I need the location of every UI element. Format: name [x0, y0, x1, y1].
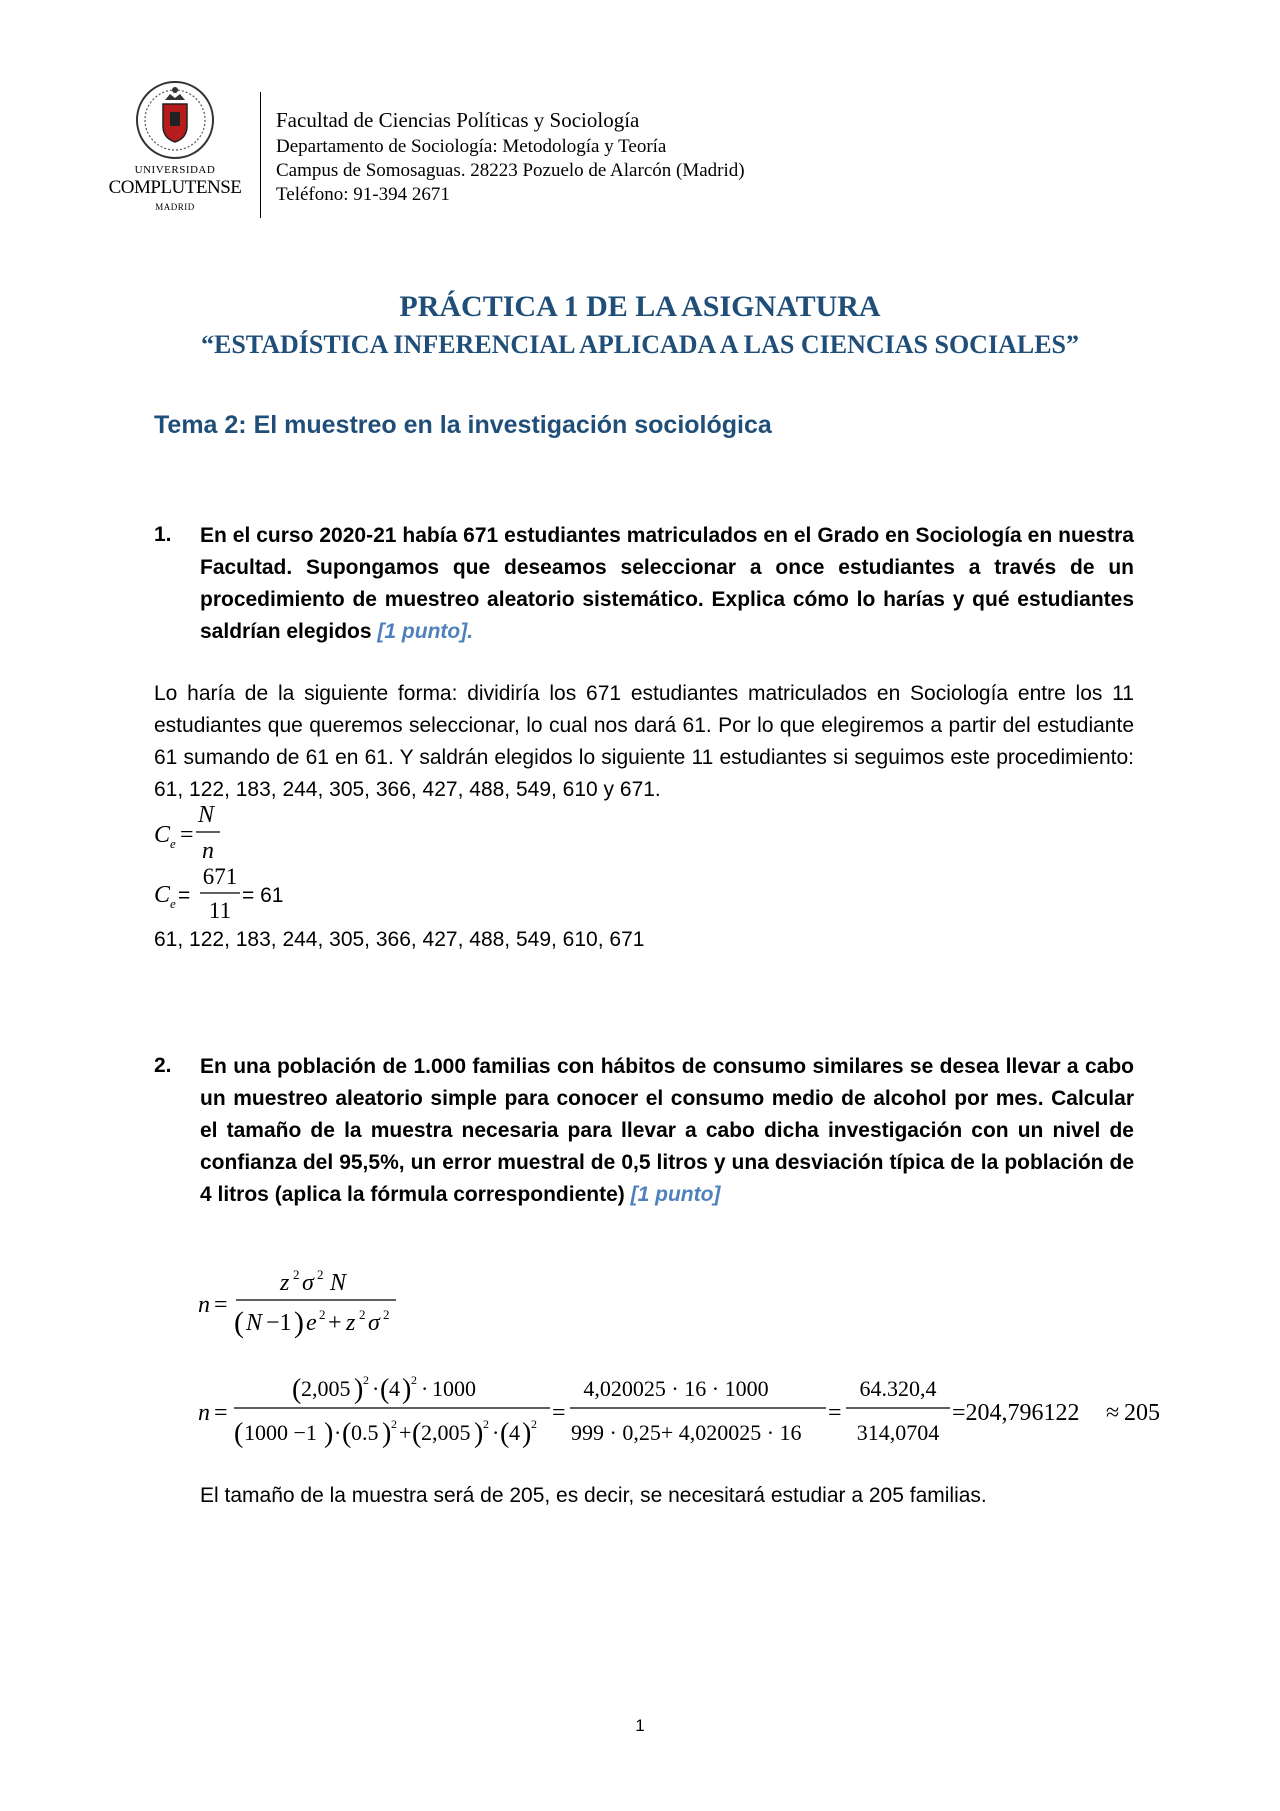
exponent: 2 [293, 1267, 300, 1282]
paren-open: ( [380, 1374, 390, 1405]
question-1-points: [1 punto] [377, 620, 468, 643]
denominator-e: e [306, 1310, 317, 1336]
paren-close: ) [382, 1418, 392, 1449]
question-2-points: [1 punto] [630, 1183, 721, 1206]
second-numerator: 4,020025 · 16 · 1000 [583, 1376, 769, 1401]
question-1-points-suffix: . [467, 620, 474, 643]
exponent: 2 [319, 1307, 326, 1322]
selected-students-list: 61, 122, 183, 244, 305, 366, 427, 488, 549, 610, 671 [154, 928, 645, 951]
logo-text-universidad: UNIVERSIDAD [134, 164, 216, 176]
exponent: 2 [391, 1417, 397, 1431]
university-seal-icon [100, 78, 250, 164]
page-title: PRÁCTICA 1 DE LA ASIGNATURA [399, 290, 881, 323]
paren-close: ) [522, 1418, 532, 1449]
question-2-body: En una población de 1.000 familias con hábitos de consumo similares se desea llevar a cabo un muestreo aleatorio simple para conocer el consumo medio de alcohol por mes. Calcular el tamaño de la muestra necesaria para llevar a cabo dicha investigación con un nivel de confianza del 95,5%, un error muestral de 0,5 litros y una desviación típica de la población de 4 litros (aplica la fórmula correspondiente) [200, 1055, 1134, 1206]
formula-sample-size-values [196, 1370, 1162, 1456]
formula-equals: = [828, 1400, 842, 1426]
plus-sign: + [399, 1420, 412, 1445]
exponent: 2 [383, 1307, 390, 1322]
formula-n-symbol: n [198, 1400, 210, 1426]
question-2-text [200, 1051, 1134, 1211]
denominator-minus-one: −1 [266, 1310, 292, 1336]
result-value: =204,796122 [952, 1400, 1080, 1426]
third-numerator: 64.320,4 [859, 1376, 937, 1401]
formula-ce-values-subscript: e [170, 896, 176, 911]
paren-open: ( [234, 1418, 244, 1449]
department-name: Departamento de Sociología: Metodología y Teoría [276, 136, 667, 157]
exponent: 2 [483, 1417, 489, 1431]
paren-close: ) [474, 1418, 484, 1449]
paren-open: ( [234, 1306, 244, 1339]
exponent: 2 [363, 1373, 369, 1387]
header-divider [260, 92, 261, 218]
formula-ce-general [150, 802, 270, 864]
paren-close: ) [402, 1374, 412, 1405]
paren-open: ( [500, 1418, 510, 1449]
answer-2-conclusion: El tamaño de la muestra será de 205, es decir, se necesitará estudiar a 205 familias. [200, 1484, 987, 1507]
answer-1-paragraph: Lo haría de la siguiente forma: dividiría los 671 estudiantes matriculados en Sociología entre los 11 estudiantes que queremos seleccionar, lo cual nos dará 61. Por lo que elegiremos a partir del estudiante 61 sumando de 61 en 61. Y saldrán elegidos lo siguiente 11 estudiantes si seguimos este procedimiento: 61, 122, 183, 244, 305, 366, 427, 488, 549, 610 y 671. [154, 682, 1134, 801]
paren-open: ( [342, 1418, 352, 1449]
question-2-number: 2. [154, 1054, 172, 1077]
formula-ce-symbol: C [154, 822, 171, 848]
numerator-N: N [330, 1270, 347, 1296]
value-n-minus-one: 1000 −1 [244, 1420, 317, 1445]
paren-open: ( [292, 1374, 302, 1405]
formula-equals: = [214, 1292, 228, 1318]
value-z: 2,005 [301, 1376, 351, 1401]
formula-ce-values [150, 864, 350, 926]
formula-ce-equals: = [180, 822, 194, 848]
exponent: 2 [317, 1267, 324, 1282]
question-1-text [200, 520, 1134, 648]
logo-text-madrid: MADRID [155, 202, 195, 212]
university-logo [100, 78, 250, 218]
value-error: 0.5 [351, 1420, 379, 1445]
exponent: 2 [359, 1307, 366, 1322]
formula-equals: = [214, 1400, 228, 1426]
dot: · [372, 1376, 380, 1401]
formula-ce-values-equals: = [178, 884, 191, 907]
paren-open: ( [412, 1418, 422, 1449]
dot: · [421, 1376, 429, 1401]
paren-close: ) [324, 1418, 334, 1449]
denominator-z: z [346, 1310, 356, 1336]
formula-ce-denominator: n [202, 838, 214, 864]
page-number: 1 [635, 1716, 645, 1735]
denominator-N: N [246, 1310, 263, 1336]
value-sigma: 4 [389, 1376, 400, 1401]
question-1-body: En el curso 2020-21 había 671 estudiantes matriculados en el Grado en Sociología en nuestra Facultad. Supongamos que deseamos seleccionar a once estudiantes a través de un procedimiento de muestreo aleatorio sistemático. Explica cómo lo harías y qué estudiantes saldrían elegidos [200, 524, 1134, 643]
exponent: 2 [531, 1417, 537, 1431]
formula-sample-size-general [196, 1266, 426, 1348]
formula-n-symbol: n [198, 1292, 210, 1318]
value-population: 1000 [432, 1376, 476, 1401]
formula-ce-numerator: N [197, 802, 215, 828]
topic-heading: Tema 2: El muestreo en la investigación sociológica [154, 411, 772, 439]
value-z: 2,005 [421, 1420, 471, 1445]
value-sigma: 4 [509, 1420, 520, 1445]
formula-numerator-671: 671 [202, 864, 238, 889]
second-denominator: 999 · 0,25+ 4,020025 · 16 [571, 1420, 802, 1445]
paren-close: ) [354, 1374, 364, 1405]
plus-sign: + [328, 1310, 342, 1336]
phone: Teléfono: 91-394 2671 [276, 184, 450, 205]
formula-denominator-11: 11 [208, 898, 232, 923]
question-1-number: 1. [154, 523, 172, 546]
address: Campus de Somosaguas. 28223 Pozuelo de Alarcón (Madrid) [276, 160, 745, 181]
denominator-sigma: σ [368, 1310, 380, 1336]
course-title: “ESTADÍSTICA INFERENCIAL APLICADA A LAS CIENCIAS SOCIALES” [201, 330, 1079, 359]
approx-sign: ≈ [1106, 1400, 1120, 1426]
formula-equals: = [552, 1400, 566, 1426]
paren-close: ) [294, 1306, 304, 1339]
faculty-name: Facultad de Ciencias Políticas y Sociología [276, 108, 640, 132]
numerator-sigma: σ [302, 1270, 314, 1296]
third-denominator: 314,0704 [856, 1420, 940, 1445]
dot: · [334, 1420, 342, 1445]
numerator-z: z [280, 1270, 290, 1296]
formula-ce-values-symbol: C [154, 882, 171, 908]
dot: · [492, 1420, 500, 1445]
formula-result-61: = 61 [242, 884, 284, 907]
logo-text-complutense: COMPLUTENSE [108, 177, 242, 198]
final-result: 205 [1124, 1400, 1160, 1426]
formula-ce-subscript: e [170, 836, 176, 851]
exponent: 2 [411, 1373, 417, 1387]
